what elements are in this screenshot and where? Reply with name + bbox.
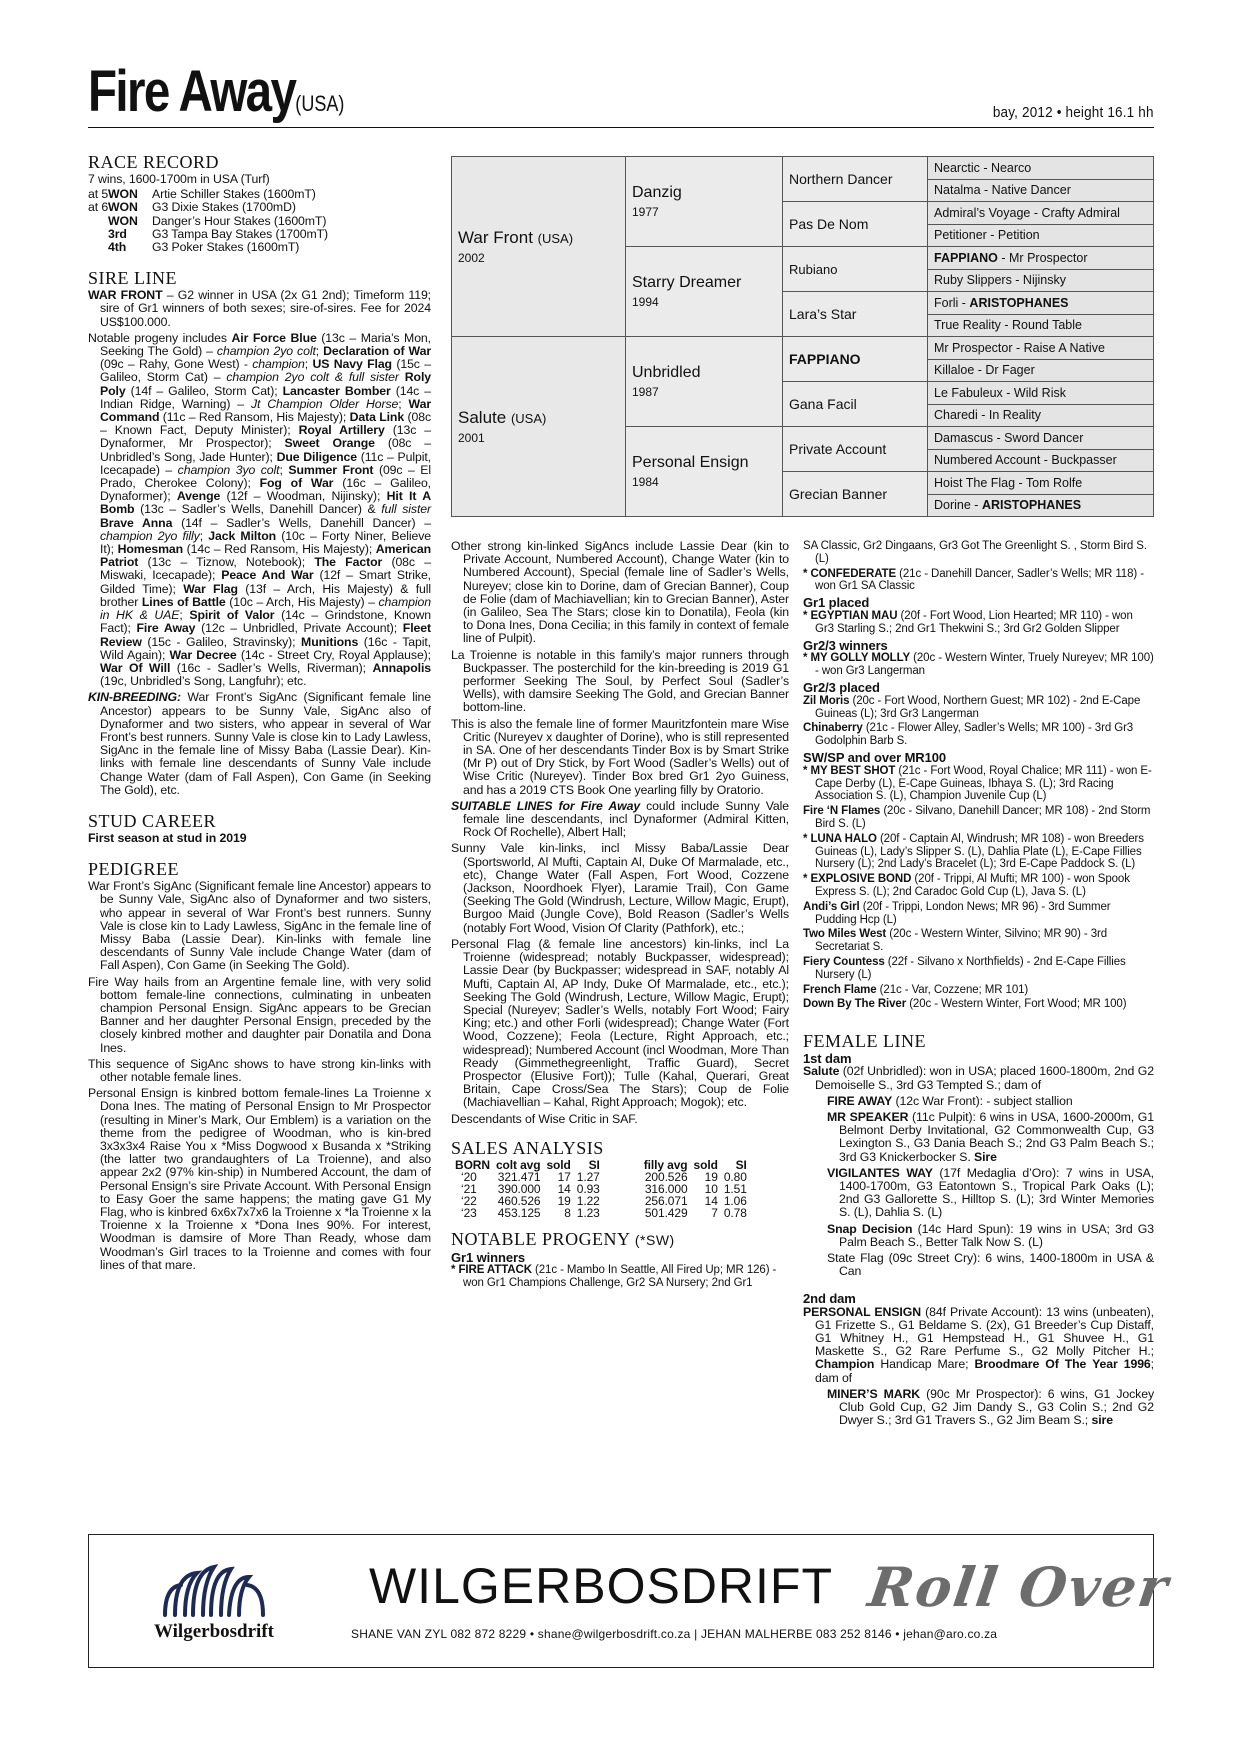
sales-cell: 14 [704,1193,718,1208]
sales-cell: 1.23 [576,1205,600,1220]
produce-entry: VIGILANTES WAY (17f Medaglia d’Oro): 7 wins in USA, 1400-1700m, G3 Eatontown S., Tropical Park Oaks (L); 2nd G3 Gallorette S., Hilltop S. (L); 3rd Winter Memories S. (L), Dahlia S. (L) [827,1165,1154,1220]
sales-column-header: colt avg [495,1157,541,1172]
progeny-entry: * EXPLOSIVE BOND (20f - Trippi, Al Mufti; MR 100) - won Spook Express S. (L); 2nd Caradoc Gold Cup (L), Java S. (L) [803,873,1130,898]
roll-over-logo: Roll Over [864,1555,1174,1619]
produce-entry: State Flag (09c Street Cry): 6 wins, 1400-1800m in USA & Can [827,1250,1154,1279]
dam-dam-cell: Personal Ensign 1984 [626,427,783,517]
race-record-heading: RACE RECORD [88,152,220,172]
progeny-group-heading: Gr1 placed [803,595,870,611]
sales-cell: 321.471 [497,1169,541,1184]
pedigree-paragraph: War Front’s SigAnc (Significant female line Ancestor) appears to be Sunny Vale, SigAnc also of Dynaformer and two sisters, who appear in several of War Front’s best runners. Sunny Vale is close kin to Lady Lawless, SigAnc in the female line of Missy Baba (Lassie Dear). Kin-links with female line descendants of Sunny Vale include Change Water (dam of Fall Aspen), Con Game (in Seeking The Gold). [88,879,431,973]
sales-row [455,1171,753,1183]
sales-cell: ‘21 [461,1181,477,1196]
sales-cell: 10 [704,1181,718,1196]
page-header [88,58,1154,128]
sales-row [455,1183,753,1195]
logo-text: Wilgerbosdrift [154,1621,274,1642]
g3-cell: Rubiano [783,247,928,292]
produce-entry: MINER’S MARK (90c Mr Prospector): 6 wins, G1 Jockey Club Gold Cup, G2 Jim Dandy S., G3 Colin S.; 2nd G2 Dwyer S.; 3rd G1 Travers S., G2 Jim Beam S.; sire [827,1386,1154,1428]
sales-cell: 0.80 [723,1169,747,1184]
sales-cell: 1.22 [576,1193,600,1208]
sunny-vale-paragraph: Sunny Vale kin-links, incl Missy Baba/Lassie Dear (Sportsworld, Al Mufti, Captain Al, Duke Of Marmalade, etc., etc), Change Water (Fall Aspen, Fort Wood, Cozzene (Jackson, Noordhoek Flyer), Laramie Trail), Con Game (Seeking The Gold (Windrush, Lecture, Willow Magic, Erupt), Burgoo Maid (Jungle Cove), Bold Reason (Sadler’s Wells (notably Fort Wood, Vision Of Clarity (Pathfork), etc.; [451,841,790,935]
sales-row [455,1207,753,1219]
pedigree-paragraph: Personal Ensign is kinbred bottom female-lines La Troienne x Dona Ines. The mating of Personal Ensign to Mr Prospector (resulting in Miner’s Mark, Our Emblem) is a variation on the theme from the pedigree of Woodman, who is kin-bred 3x3x3x4 Raise You x *Miss Dogwood x Busanda x *Striking (the latter two grandaughters of La Troienne), and also appear 2x2 (97% kin-ship) in Numbered Account, the dam of Personal Ensign’s sire Private Account. With Personal Ensign to Easy Goer the same happens; the mating gave G1 My Flag, who is kinbred 6x6x7x7x6 la Troienne x *la Troienne x la Troienne x la Troienne x *Dona Ines 90%. For interest, Woodman is damsire of More Than Ready, whose dam Woodman’s Girl traces to la Troienne and comes with four lines of that mare. [88,1086,431,1272]
stud-career-text: First season at stud in 2019 [88,830,247,845]
brand-name: WILGERBOSDRIFT [368,1558,834,1614]
pedigree-paragraph: This sequence of SigAnc shows to have strong kin-links with other notable female lines. [88,1056,431,1084]
sales-cell: 19 [557,1193,571,1208]
race-record-row: 3rd G3 Tampa Bay Stakes (1700mT) [108,226,329,241]
sales-cell: 453.125 [497,1205,541,1220]
sales-cell: 1.51 [723,1181,747,1196]
sales-cell: 0.93 [576,1181,600,1196]
progeny-entry: Chinaberry (21c - Flower Alley, Sadler’s Wells; MR 100) - 3rd Gr3 Godolphin Barb S. [803,722,1134,748]
stud-career-heading: STUD CAREER [88,810,217,831]
g4-cell: Mr Prospector - Raise A Native [928,337,1154,360]
first-dam-heading: 1st dam [803,1051,852,1067]
horse-name: Fire Away(USA) [88,59,345,124]
g3-cell: Northern Dancer [783,157,928,202]
horse-meta: bay, 2012 • height 16.1 hh [993,104,1154,121]
middle-column [451,540,789,1292]
personal-flag-paragraph: Personal Flag (& female line ancestors) kin-links, incl La Troienne (widespread; notably Buckpasser, widespread); Lassie Dear (by Buckpasser; widespread in SAF, notably Al Mufti, Captain Al, AP Indy, Duke Of Marmalade, etc., etc.); Seeking The Gold (Windrush, Lecture, Willow Magic, Erupt); Special (Nureyev; Sadler’s Wells, notably Fort Wood; Fairy King; etc.) and other Forli (widespread); Change Water (Fort Wood, Cozzene); Feola (Lecture, Right Approach, etc.; widespread); Numbered Account (incl Woodman, More Than Ready (Gimmethegreenlight, Traffic Guard), Secret Prospector (Elusive Fort)); Tulle (Kahal, Querari, Great Britain, Cape Cross/Sea The Stars); Coup de Folie (Machiavellian – Kahal, Right Approach; Mogok); etc. [451,936,789,1110]
race-record-row: 4th G3 Poker Stakes (1600mT) [108,240,300,255]
sales-table [455,1159,753,1219]
sales-cell: ‘20 [461,1169,477,1184]
g3-cell: Grecian Banner [783,472,928,517]
progeny-entry: Andi’s Girl (20f - Trippi, London News; MR 96) - 3rd Summer Pudding Hcp (L) [803,900,1111,926]
g4-cell: Dorine - ARISTOPHANES [928,494,1154,517]
race-record-row: at 6 WON G3 Dixie Stakes (1700mD) [88,200,296,215]
progeny-entry: Fire ‘N Flames (20c - Silvano, Danehill Dancer; MR 108) - 2nd Storm Bird S. (L) [803,805,1151,830]
g4-cell: Damascus - Sword Dancer [928,427,1154,450]
sales-cell: 390.000 [497,1181,541,1196]
g4-cell: True Reality - Round Table [928,314,1154,337]
sales-cell: 0.78 [723,1205,747,1220]
sales-cell: 501.429 [644,1205,688,1220]
g3-cell: Lara’s Star [783,292,928,337]
pedigree-heading: PEDIGREE [88,859,179,880]
progeny-entry: * FIRE ATTACK (21c - Mambo In Seattle, All Fired Up; MR 126) - won Gr1 Champions Challenge, Gr2 SA Nursery; 2nd Gr1 [451,1263,777,1289]
progeny-entry: Two Miles West (20c - Western Winter, Silvino; MR 90) - 3rd Secretariat S. [803,928,1108,954]
race-record-row: at 5 WON Artie Schiller Stakes (1600mT) [88,187,316,202]
suitable-lines-paragraph: SUITABLE LINES for Fire Away could include Sunny Vale female line descendants, incl Dynaformer (Admiral Kitten, Rock Of Rochelle), Albert Hall; [451,798,789,840]
g4-cell: Natalma - Native Dancer [928,179,1154,202]
sales-column-header: sold [693,1157,718,1172]
female-line-paragraph: This is also the female line of former Mauritzfontein mare Wise Critic (Nureyev x daughter of Dorine), who is still represented in SA. One of her descendants Tinder Box is by Smart Strike (Mr P) out of Dry Stick, by Fort Wood (Sadler’s Wells) out of Wise Critic (Nureyev). Tinder Box bred Gr1 2yo Guiness, and has a 2019 CTS Book One yearling filly by Oratorio. [451,716,789,797]
race-record-list [88,188,431,254]
progeny-list [803,568,1154,1012]
g4-cell: Petitioner - Petition [928,224,1154,247]
left-column [88,152,431,1275]
progeny-entry: Zil Moris (20c - Fort Wood, Northern Guest; MR 102) - 2nd E-Cape Guineas (L); 3rd Gr3 Langerman [803,694,1141,720]
dam-entry: Salute (02f Unbridled): won in USA; placed 1600-1800m, 2nd G2 Demoiselle S., 3rd G3 Tempted S.; dam of [803,1064,1154,1092]
progeny-group-heading: Gr2/3 winners [803,637,888,653]
sales-column-header: SI [588,1157,600,1172]
sire-cell: War Front (USA) 2002 [452,157,626,337]
sales-column-header: BORN [455,1157,490,1172]
produce-entry: MR SPEAKER (11c Pulpit): 6 wins in USA, 1600-2000m, G1 Belmont Derby Invitational, G2 Commonwealth Cup, G3 Lexington S., G3 Dania Beach S.; 2nd G3 Palm Beach S.; 3rd G3 Knickerbocker S. Sire [827,1109,1154,1164]
g4-cell: FAPPIANO - Mr Prospector [928,247,1154,270]
g4-cell: Numbered Account - Buckpasser [928,449,1154,472]
female-line-heading: FEMALE LINE [803,1031,926,1052]
progeny-entry: Down By The River (20c - Western Winter, Fort Wood; MR 100) [803,998,1127,1011]
sales-cell: 14 [557,1181,571,1196]
g4-cell: Nearctic - Nearco [928,157,1154,180]
sales-column-header: SI [735,1157,747,1172]
sales-cell: 316.000 [644,1181,688,1196]
progeny-group-heading: SW/SP and over MR100 [803,749,946,765]
sales-cell: 1.27 [576,1169,600,1184]
pedigree-table [451,156,1154,517]
sales-analysis-heading: SALES ANALYSIS [451,1137,604,1158]
progeny-entry-continued: SA Classic, Gr2 Dingaans, Gr3 Got The Greenlight S. , Storm Bird S. (L) [803,540,1147,565]
sales-cell: 17 [557,1169,571,1184]
contact-details: SHANE VAN ZYL 082 872 8229 • shane@wilgerbosdrift.co.za | JEHAN MALHERBE 083 252 8146 • jehan@aro.co.za [351,1627,998,1641]
sire-line-heading: SIRE LINE [88,268,177,289]
sire-line-intro: WAR FRONT – G2 winner in USA (2x G1 2nd); Timeform 119; sire of Gr1 winners of both sexes; sire-of-sires. Fee for 2024 US$100.000. [88,288,432,329]
g4-cell: Admiral’s Voyage - Crafty Admiral [928,202,1154,225]
kin-breeding-note: KIN-BREEDING: War Front’s SigAnc (Significant female line Ancestor) appears to be Sunny Vale, SigAnc also of Dynaformer and two sisters, who appear in several of War Front’s best runners. Sunny Vale is close kin to Lady Lawless, SigAnc in the female line of Missy Baba (Lassie Dear). Kin-links with female line descendants of Sunny Vale include Change Water (dam of Fall Aspen), Con Game (in Seeking The Gold), etc. [88,690,431,797]
sales-cell: 1.06 [723,1193,747,1208]
g3-cell: Pas De Nom [783,202,928,247]
horse-country: (USA) [295,91,345,116]
dam-cell: Salute (USA) 2001 [452,337,626,517]
produce-entry: Snap Decision (14c Hard Spun): 19 wins in USA; 3rd G3 Palm Beach S., Better Talk Now S. (L) [827,1221,1155,1249]
sales-cell: 8 [564,1205,571,1220]
g4-cell: Forli - ARISTOPHANES [928,292,1154,315]
second-dam-heading: 2nd dam [803,1291,856,1307]
g4-cell: Killaloe - Dr Fager [928,359,1154,382]
notable-progeny-heading: NOTABLE PROGENY (*SW) [451,1228,675,1249]
la-troienne-paragraph: La Troienne is notable in this family’s major runners through Buckpasser. The posterchild for the kin-breeding is 2019 G1 performer Seeking The Soul, by Perfect Soul (Sadler’s Wells), with damsire Seeking The Gold, and Grecian Banner bottom-line. [451,647,789,715]
gr1-winners-heading: Gr1 winners [451,1249,526,1265]
sales-cell: 256.071 [644,1193,688,1208]
notable-sire-progeny: Notable progeny includes Air Force Blue (13c – Maria’s Mon, Seeking The Gold) – champion 2yo colt; Declaration of War (09c – Rahy, Gone West) - champion; US Navy Flag (15c – Galileo, Storm Cat) – champion 2yo colt & full sister Roly Poly (14f – Galileo, Storm Cat); Lancaster Bomber (14c – Indian Ridge, Warning) – Jt Champion Older Horse; War Command (11c – Red Ransom, His Majesty); Data Link (08c – Known Fact, Deputy Minister); Royal Artillery (13c – Dynaformer, Mr Prospector); Sweet Orange (08c – Unbridled’s Song, Jade Hunter); Due Diligence (11c – Pulpit, Icecapade) – champion 3yo colt; Summer Front (09c – El Prado, Cherokee Colony); Fog of War (16c – Galileo, Dynaformer); Avenge (12f – Woodman, Nijinsky); Hit It A Bomb (13c – Sadler’s Wells, Danehill Dancer) & full sister Brave Anna (14f – Sadler’s Wells, Danehill Dancer) – champion 2yo filly; Jack Milton (10c – Forty Niner, Believe It); Homesman (14c – Red Ransom, His Majesty); American Patriot (13c – Tiznow, Notebook); The Factor (08c – Miswaki, Icecapade); Peace And War (12f – Smart Strike, Gilded Time); War Flag (13f – Arch, His Majesty) & full brother Lines of Battle (10c – Arch, His Majesty) – champion in HK & UAE; Spirit of Valor (14c – Grindstone, Known Fact); Fire Away (12c – Unbridled, Private Account); Fleet Review (15c - Galileo, Stravinsky); Munitions (16c - Tapit, Wild Again); War Decree (14c - Street Cry, Royal Applause); War Of Will (16c - Sadler’s Wells, Riverman); Annapolis (19c, Unbridled’s Song, Langfuhr); etc. [88,330,432,689]
race-record-row: WON Danger’s Hour Stakes (1600mT) [108,213,327,228]
right-column [803,540,1154,1430]
dam-entry: PERSONAL ENSIGN (84f Private Account): 13 wins (unbeaten), G1 Frizette S., G1 Beldame S. (2x), G1 Breeder’s Cup Distaff, G1 Whitney H., G1 Hempstead H., G1 Shuvee H., G1 Maskette S., G2 Rare Perfume S., G2 Molly Pitcher H.; Champion Handicap Mare; Broodmare Of The Year 1996; dam of [803,1304,1154,1385]
progeny-entry: Fiery Countess (22f - Silvano x Northfields) - 2nd E-Cape Fillies Nursery (L) [803,955,1126,981]
sales-cell: 200.526 [644,1169,688,1184]
sales-cell: ‘23 [461,1205,477,1220]
g3-cell: Gana Facil [783,382,928,427]
sire-sire-cell: Danzig 1977 [626,157,783,247]
progeny-entry: * LUNA HALO (20f - Captain Al, Windrush; MR 108) - won Breeders Guineas (L), Lady’s Slipper S. (L), Dahlia Plate (L), E-Cape Fillies Nursery (L); 2nd Lady’s Bracelet (L); 3rd E-Cape Paddock S. (L) [803,832,1144,871]
progeny-entry: French Flame (21c - Var, Cozzene; MR 101) [803,983,1029,996]
g4-cell: Le Fabuleux - Wild Risk [928,382,1154,405]
progeny-entry: * CONFEDERATE (21c - Danehill Dancer, Sadler’s Wells; MR 118) - won Gr1 SA Classic [803,567,1144,593]
sire-dam-cell: Starry Dreamer 1994 [626,247,783,337]
sales-cell: 460.526 [497,1193,541,1208]
progeny-entry: * MY BEST SHOT (21c - Fort Wood, Royal Chalice; MR 111) - won E-Cape Derby (L), E-Cape Guineas, Ibhaya S. (L); 3rd Racing Association S. (L), Champion Juvenile Cup (L) [803,764,1152,803]
sales-cell: 19 [704,1169,718,1184]
race-record-summary: 7 wins, 1600-1700m in USA (Turf) [88,172,270,186]
g4-cell: Hoist The Flag - Tom Rolfe [928,472,1154,495]
produce-entry: FIRE AWAY (12c War Front): - subject stallion [827,1093,1073,1108]
sales-row [455,1195,753,1207]
sales-cell: 7 [711,1205,718,1220]
sales-cell: ‘22 [461,1193,477,1208]
sales-column-header: sold [546,1157,571,1172]
sales-column-header: filly avg [643,1157,688,1172]
g3-cell: FAPPIANO [783,337,928,382]
wise-critic-paragraph: Descendants of Wise Critic in SAF. [451,1111,638,1126]
pedigree-paragraph: Fire Way hails from an Argentine female line, with very solid bottom female-line connections, culminating in unbeaten champion Personal Ensign. SigAnc appears to be Grecian Banner and her daughter Personal Ensign, preceded by the closely kinbred mother and daughter pair Donatila and Dona Ines. [88,974,431,1055]
g3-cell: Private Account [783,427,928,472]
progeny-group-heading: Gr2/3 placed [803,679,880,695]
progeny-entry: * EGYPTIAN MAU (20f - Fort Wood, Lion Hearted; MR 110) - won Gr3 Starling S.; 2nd Gr1 Thekwini S.; 3rd Gr2 Golden Slipper [803,609,1133,635]
g4-cell: Ruby Slippers - Nijinsky [928,269,1154,292]
advert-footer [88,1534,1174,1668]
progeny-entry: * MY GOLLY MOLLY (20c - Western Winter, Truely Nureyev; MR 100) - won Gr3 Langerman [803,652,1154,678]
g4-cell: Charedi - In Reality [928,404,1154,427]
kin-links-paragraph: Other strong kin-linked SigAncs include Lassie Dear (kin to Private Account, Numbered Account), Change Water (kin to Numbered Account), Special (female line of Sadler’s Wells, Nureyev; close kin to Dorine, dam of Grecian Banner), Coup de Folie (dam of Machiavellian; kin to Grecian Banner), Aster (in Galileo, Sea The Stars; close kin to Donatila), Feola (kin to Dona Ines, Dona Cecilia; in this family in context of female line of Pulpit). [451,539,789,646]
dam-sire-cell: Unbridled 1987 [626,337,783,427]
